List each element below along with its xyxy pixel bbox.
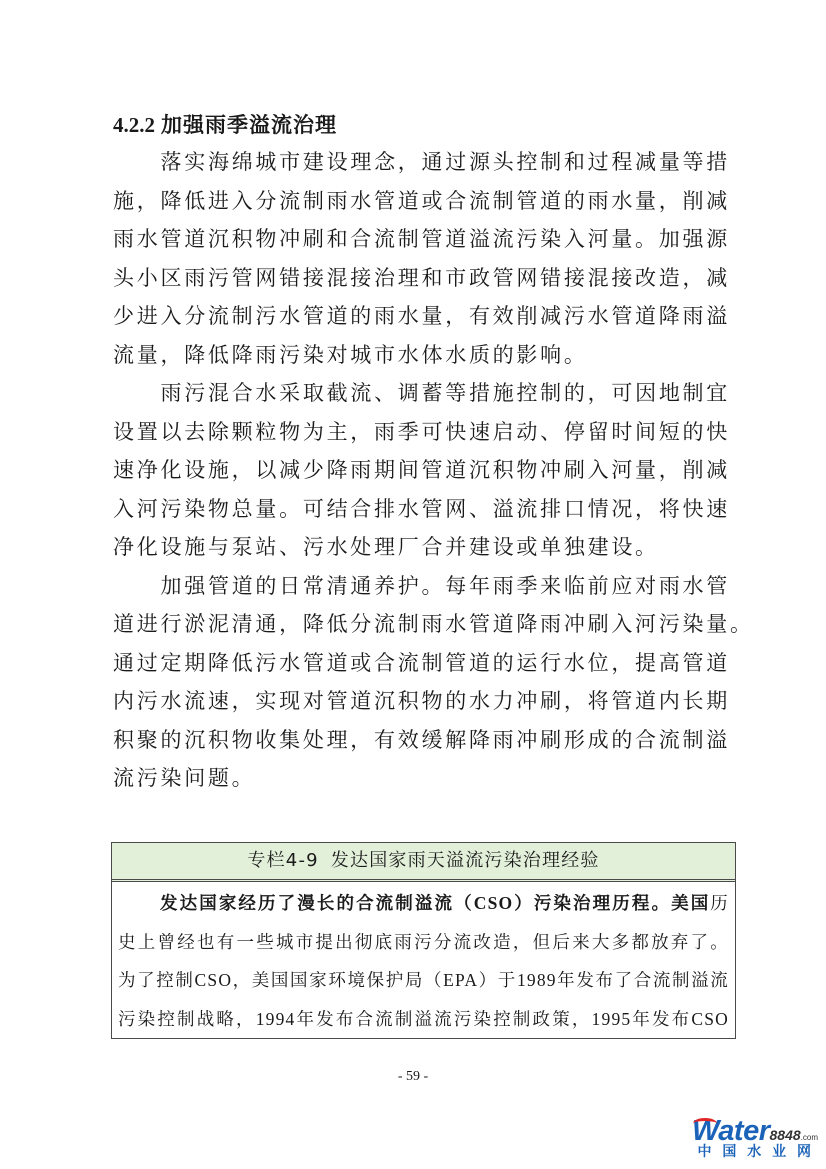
sidebar-box-body [112, 882, 735, 1038]
sidebar-box [111, 842, 736, 1039]
paragraph-line: 速净化设施，以减少降雨期间管道沉积物冲刷入河量，削减 [113, 458, 730, 482]
paragraph-3 [113, 567, 773, 798]
paragraph-line: 头小区雨污管网错接混接治理和市政管网错接混接改造，减 [113, 265, 730, 290]
sidebar-box-line: 为了控制CSO，美国国家环境保护局（EPA）于1989年发布了合流制溢流 [118, 970, 729, 990]
page-number: - 59 - [397, 1069, 429, 1084]
watermark-number: 8848 [769, 1127, 801, 1143]
paragraph-2 [113, 374, 773, 567]
sidebar-box-bold-text: 发达国家经历了漫长的合流制溢流（CSO）污染治理历程。美国 [160, 893, 711, 913]
sidebar-box-header [112, 843, 735, 882]
paragraph-1 [113, 143, 773, 374]
paragraph-line: 积聚的沉积物收集处理，有效缓解降雨冲刷形成的合流制溢 [113, 727, 730, 752]
paragraph-line: 净化设施与泵站、污水处理厂合并建设或单独建设。 [113, 535, 659, 559]
section-title: 加强雨季溢流治理 [161, 113, 337, 137]
section-heading [113, 111, 337, 139]
paragraph-line: 设置以去除颗粒物为主，雨季可快速启动、停留时间短的快 [113, 419, 730, 444]
sidebar-box-label: 专栏4-9 [247, 850, 319, 871]
sidebar-box-text: 历 [710, 893, 729, 913]
paragraph-line: 施，降低进入分流制雨水管道或合流制管道的雨水量，削减 [113, 188, 730, 213]
section-number: 4.2.2 [113, 113, 155, 137]
watermark-brand: Water [691, 1115, 770, 1147]
paragraph-line: 雨污混合水采取截流、调蓄等措施控制的，可因地制宜 [160, 381, 731, 405]
paragraph-line: 入河污染物总量。可结合排水管网、溢流排口情况，将快速 [113, 496, 730, 521]
sidebar-box-title: 发达国家雨天溢流污染治理经验 [330, 850, 600, 871]
paragraph-line: 通过定期降低污水管道或合流制管道的运行水位，提高管道 [113, 650, 730, 675]
paragraph-line: 落实海绵城市建设理念，通过源头控制和过程减量等措 [160, 150, 731, 174]
watermark-domain: .com [800, 1133, 818, 1142]
paragraph-line: 道进行淤泥清通，降低分流制雨水管道降雨冲刷入河污染量。 [113, 612, 754, 636]
sidebar-box-line: 史上曾经也有一些城市提出彻底雨污分流改造，但后来大多都放弃了。 [118, 931, 729, 952]
paragraph-line: 流量，降低降雨污染对城市水体水质的影响。 [113, 342, 588, 367]
paragraph-line: 内污水流速，实现对管道沉积物的水力冲刷，将管道内长期 [113, 689, 730, 713]
paragraph-line: 流污染问题。 [113, 766, 256, 790]
paragraph-line: 雨水管道沉积物冲刷和合流制管道溢流污染入河量。加强源 [113, 227, 730, 251]
watermark-tagline: 中 国 水 业 网 [697, 1144, 814, 1160]
body-text [113, 143, 773, 798]
paragraph-line: 少进入分流制污水管道的雨水量，有效削减污水管道降雨溢 [113, 304, 730, 328]
sidebar-box-line: 污染控制战略，1994年发布合流制溢流污染控制政策，1995年发布CSO [118, 1008, 729, 1029]
sidebar-box-line [118, 884, 729, 923]
paragraph-line: 加强管道的日常清通养护。每年雨季来临前应对雨水管 [160, 573, 731, 598]
